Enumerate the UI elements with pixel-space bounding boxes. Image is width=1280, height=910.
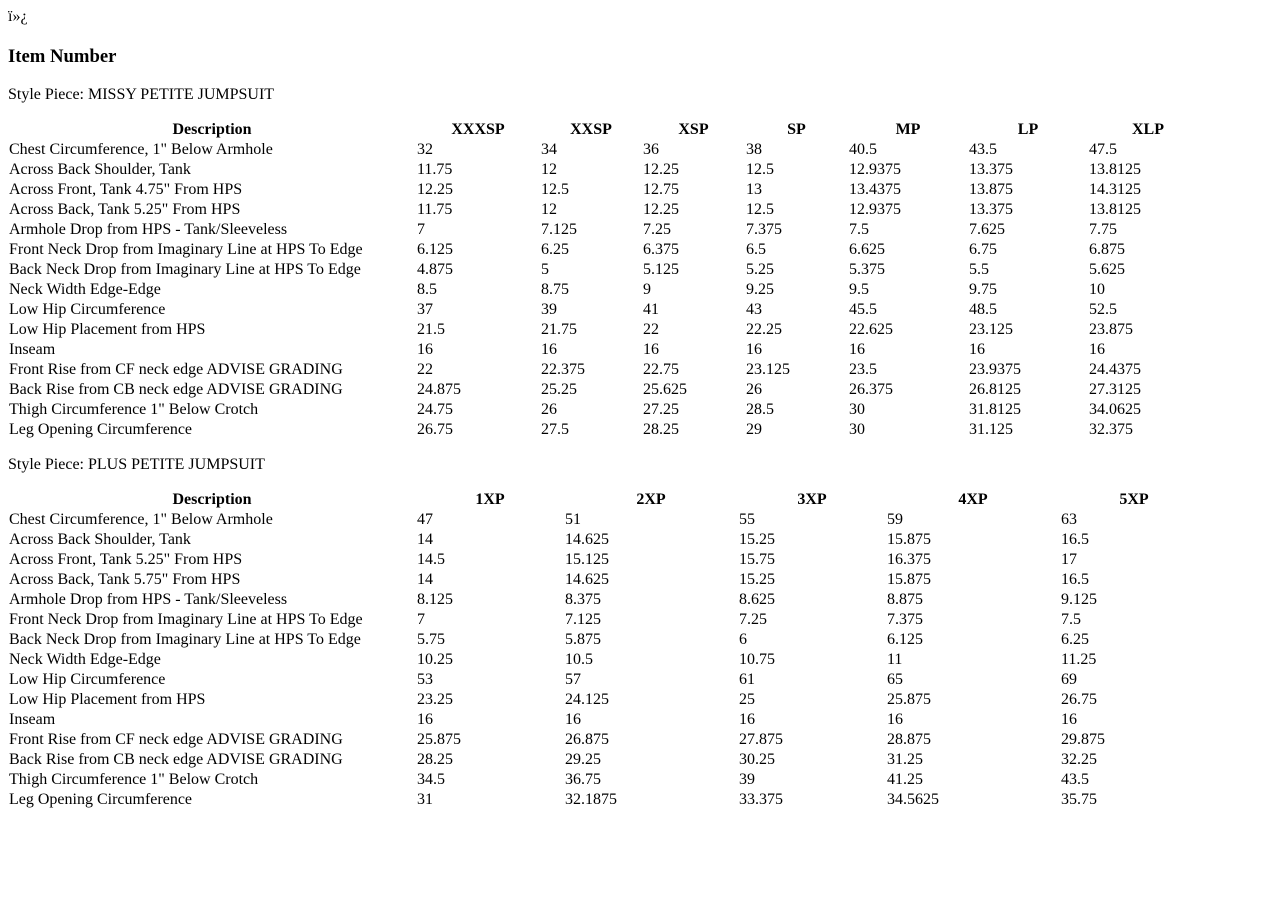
measurement-value: 31	[417, 791, 433, 808]
measurement-value: 14	[417, 531, 433, 548]
measurement-value: 10.75	[739, 651, 775, 668]
measurement-value: 11.25	[1061, 651, 1097, 668]
measurement-description: Neck Width Edge-Edge	[9, 281, 161, 298]
measurement-value: 26.75	[417, 421, 453, 438]
measurement-value: 28.5	[746, 401, 774, 418]
measurement-value: 16.5	[1061, 531, 1089, 548]
measurement-description: Across Front, Tank 5.25" From HPS	[9, 551, 243, 568]
measurement-description: Across Back Shoulder, Tank	[9, 161, 191, 178]
measurement-value: 24.4375	[1089, 361, 1141, 378]
table-row	[8, 770, 1208, 790]
measurement-value: 5	[541, 261, 549, 278]
measurement-value: 12.25	[643, 161, 679, 178]
measurement-value: 5.375	[849, 261, 885, 278]
measurement-description: Across Back, Tank 5.25" From HPS	[9, 201, 241, 218]
measurement-value: 35.75	[1061, 791, 1097, 808]
measurement-description: Leg Opening Circumference	[9, 421, 193, 438]
measurement-description: Armhole Drop from HPS - Tank/Sleeveless	[9, 221, 288, 238]
measurement-description: Back Neck Drop from Imaginary Line at HPS To Edge	[9, 261, 361, 278]
measurement-value: 11.75	[417, 201, 453, 218]
measurement-value: 5.5	[969, 261, 989, 278]
column-header: 1XP	[475, 491, 505, 508]
measurement-value: 41	[643, 301, 659, 318]
measurement-value: 30.25	[739, 751, 775, 768]
measurement-value: 59	[887, 511, 903, 528]
measurement-value: 8.625	[739, 591, 775, 608]
measurement-value: 14.625	[565, 531, 609, 548]
measurement-value: 16	[417, 711, 433, 728]
style-piece-missy-label: Style Piece: MISSY PETITE JUMPSUIT	[8, 86, 275, 103]
measurement-value: 52.5	[1089, 301, 1117, 318]
measurement-value: 22	[417, 361, 433, 378]
measurement-value: 31.125	[969, 421, 1013, 438]
measurement-value: 22	[643, 321, 659, 338]
measurement-value: 4.875	[417, 261, 453, 278]
measurement-description: Back Rise from CB neck edge ADVISE GRADING	[9, 381, 343, 398]
measurement-value: 13.375	[969, 161, 1013, 178]
measurement-value: 16	[541, 341, 557, 358]
measurement-value: 14	[417, 571, 433, 588]
measurement-value: 26	[746, 381, 762, 398]
measurement-value: 37	[417, 301, 433, 318]
style-piece-plus-label: Style Piece: PLUS PETITE JUMPSUIT	[8, 456, 265, 473]
measurement-value: 15.125	[565, 551, 609, 568]
measurement-value: 6.25	[541, 241, 569, 258]
measurement-value: 5.875	[565, 631, 601, 648]
measurement-value: 15.25	[739, 571, 775, 588]
measurement-value: 33.375	[739, 791, 783, 808]
column-header: 4XP	[958, 491, 988, 508]
measurement-value: 10.5	[565, 651, 593, 668]
table-row	[8, 380, 1208, 400]
measurement-value: 21.5	[417, 321, 445, 338]
encoding-artifact-text: ï»¿	[8, 8, 28, 25]
measurement-value: 16	[849, 341, 865, 358]
table-row	[8, 200, 1208, 220]
measurement-description: Front Rise from CF neck edge ADVISE GRADING	[9, 731, 343, 748]
measurement-description: Front Neck Drop from Imaginary Line at HPS To Edge	[9, 241, 363, 258]
measurement-description: Across Back, Tank 5.75" From HPS	[9, 571, 241, 588]
table-row	[8, 320, 1208, 340]
measurement-description: Front Rise from CF neck edge ADVISE GRADING	[9, 361, 343, 378]
measurement-value: 7	[417, 611, 425, 628]
measurement-value: 32	[417, 141, 433, 158]
measurement-value: 45.5	[849, 301, 877, 318]
measurement-value: 7.375	[887, 611, 923, 628]
measurement-value: 36	[643, 141, 659, 158]
table-row	[8, 240, 1208, 260]
measurement-value: 57	[565, 671, 581, 688]
measurement-value: 7.125	[541, 221, 577, 238]
measurement-value: 14.3125	[1089, 181, 1141, 198]
measurement-value: 7.25	[739, 611, 767, 628]
measurement-value: 21.75	[541, 321, 577, 338]
table-row	[8, 670, 1208, 690]
measurement-value: 15.25	[739, 531, 775, 548]
measurement-description: Chest Circumference, 1" Below Armhole	[9, 141, 273, 158]
table-row	[8, 570, 1208, 590]
measurement-value: 12	[541, 161, 557, 178]
measurement-value: 23.9375	[969, 361, 1021, 378]
measurement-value: 55	[739, 511, 755, 528]
measurement-value: 10.25	[417, 651, 453, 668]
measurement-value: 9.25	[746, 281, 774, 298]
measurement-value: 16	[739, 711, 755, 728]
measurement-value: 43.5	[1061, 771, 1089, 788]
measurement-value: 16.5	[1061, 571, 1089, 588]
measurement-value: 30	[849, 401, 865, 418]
measurement-description: Inseam	[9, 711, 56, 728]
measurement-value: 13.8125	[1089, 161, 1141, 178]
measurement-value: 8.5	[417, 281, 437, 298]
measurement-value: 23.25	[417, 691, 453, 708]
measurement-value: 30	[849, 421, 865, 438]
measurement-description: Back Rise from CB neck edge ADVISE GRADING	[9, 751, 343, 768]
measurement-value: 34.5625	[887, 791, 939, 808]
measurement-value: 7.125	[565, 611, 601, 628]
table-row	[8, 650, 1208, 670]
measurement-value: 27.5	[541, 421, 569, 438]
measurement-description: Low Hip Circumference	[9, 301, 166, 318]
table-row	[8, 530, 1208, 550]
table-row	[8, 280, 1208, 300]
measurement-description: Low Hip Circumference	[9, 671, 166, 688]
table-row	[8, 730, 1208, 750]
measurement-value: 53	[417, 671, 433, 688]
measurement-value: 31.8125	[969, 401, 1021, 418]
measurement-value: 51	[565, 511, 581, 528]
measurement-value: 47	[417, 511, 433, 528]
measurement-value: 27.25	[643, 401, 679, 418]
column-header: Description	[172, 491, 252, 508]
measurement-value: 26.875	[565, 731, 609, 748]
measurement-value: 8.75	[541, 281, 569, 298]
column-header: LP	[1017, 121, 1039, 138]
measurement-value: 13.4375	[849, 181, 901, 198]
measurement-value: 15.875	[887, 571, 931, 588]
header-row	[8, 490, 1208, 510]
column-header: XXXSP	[451, 121, 505, 138]
measurement-value: 16	[887, 711, 903, 728]
measurement-value: 43.5	[969, 141, 997, 158]
measurement-value: 34.0625	[1089, 401, 1141, 418]
measurement-value: 38	[746, 141, 762, 158]
measurement-value: 25.25	[541, 381, 577, 398]
measurement-value: 9.125	[1061, 591, 1097, 608]
column-header: XXSP	[570, 121, 612, 138]
table-row	[8, 710, 1208, 730]
measurement-description: Across Front, Tank 4.75" From HPS	[9, 181, 243, 198]
table-row	[8, 140, 1208, 160]
measurement-value: 12.25	[417, 181, 453, 198]
measurement-value: 23.125	[969, 321, 1013, 338]
measurement-value: 6	[739, 631, 747, 648]
measurement-value: 36.75	[565, 771, 601, 788]
measurement-value: 22.625	[849, 321, 893, 338]
measurement-value: 25.875	[887, 691, 931, 708]
table-row	[8, 550, 1208, 570]
measurement-value: 25.875	[417, 731, 461, 748]
measurement-value: 6.5	[746, 241, 766, 258]
measurement-value: 22.25	[746, 321, 782, 338]
column-header: XSP	[678, 121, 709, 138]
measurement-value: 10	[1089, 281, 1105, 298]
measurement-value: 16	[1089, 341, 1105, 358]
table-row	[8, 510, 1208, 530]
measurement-value: 7.625	[969, 221, 1005, 238]
table-row	[8, 260, 1208, 280]
measurement-value: 23.875	[1089, 321, 1133, 338]
measurement-value: 13.375	[969, 201, 1013, 218]
measurement-value: 32.1875	[565, 791, 617, 808]
table-row	[8, 300, 1208, 320]
measurement-value: 26.8125	[969, 381, 1021, 398]
measurement-value: 15.75	[739, 551, 775, 568]
measurement-value: 13.875	[969, 181, 1013, 198]
measurement-value: 32.375	[1089, 421, 1133, 438]
measurement-value: 14.5	[417, 551, 445, 568]
measurement-value: 13.8125	[1089, 201, 1141, 218]
column-header: MP	[895, 121, 921, 138]
measurement-value: 24.875	[417, 381, 461, 398]
measurement-value: 16	[643, 341, 659, 358]
measurement-value: 12.9375	[849, 161, 901, 178]
measurement-description: Front Neck Drop from Imaginary Line at HPS To Edge	[9, 611, 363, 628]
header-row	[8, 120, 1208, 140]
measurement-value: 16.375	[887, 551, 931, 568]
table-row	[8, 750, 1208, 770]
missy-petite-spec-table	[8, 120, 1208, 440]
measurement-value: 16	[1061, 711, 1077, 728]
column-header: 2XP	[636, 491, 666, 508]
measurement-value: 6.875	[1089, 241, 1125, 258]
measurement-value: 26.75	[1061, 691, 1097, 708]
measurement-value: 29.25	[565, 751, 601, 768]
measurement-value: 22.375	[541, 361, 585, 378]
measurement-value: 29	[746, 421, 762, 438]
measurement-value: 7.5	[1061, 611, 1081, 628]
measurement-value: 39	[739, 771, 755, 788]
measurement-value: 6.125	[417, 241, 453, 258]
measurement-value: 26.375	[849, 381, 893, 398]
measurement-value: 24.125	[565, 691, 609, 708]
measurement-value: 22.75	[643, 361, 679, 378]
measurement-value: 69	[1061, 671, 1077, 688]
measurement-value: 6.375	[643, 241, 679, 258]
table-row	[8, 180, 1208, 200]
measurement-description: Across Back Shoulder, Tank	[9, 531, 191, 548]
measurement-value: 28.875	[887, 731, 931, 748]
column-header: Description	[172, 121, 252, 138]
table-row	[8, 630, 1208, 650]
measurement-value: 14.625	[565, 571, 609, 588]
measurement-value: 16	[565, 711, 581, 728]
measurement-value: 6.125	[887, 631, 923, 648]
measurement-value: 7.375	[746, 221, 782, 238]
measurement-description: Low Hip Placement from HPS	[9, 691, 206, 708]
measurement-value: 24.75	[417, 401, 453, 418]
measurement-value: 13	[746, 181, 762, 198]
measurement-value: 26	[541, 401, 557, 418]
measurement-value: 61	[739, 671, 755, 688]
measurement-value: 65	[887, 671, 903, 688]
measurement-value: 6.625	[849, 241, 885, 258]
plus-petite-spec-table	[8, 490, 1208, 810]
measurement-description: Leg Opening Circumference	[9, 791, 193, 808]
table-row	[8, 160, 1208, 180]
table-row	[8, 400, 1208, 420]
measurement-value: 8.375	[565, 591, 601, 608]
column-header: 5XP	[1119, 491, 1149, 508]
measurement-description: Thigh Circumference 1" Below Crotch	[9, 401, 259, 418]
measurement-value: 9.5	[849, 281, 869, 298]
measurement-value: 28.25	[417, 751, 453, 768]
measurement-value: 8.875	[887, 591, 923, 608]
table-row	[8, 590, 1208, 610]
measurement-value: 9.75	[969, 281, 997, 298]
measurement-value: 48.5	[969, 301, 997, 318]
measurement-value: 27.875	[739, 731, 783, 748]
measurement-value: 12	[541, 201, 557, 218]
measurement-value: 25	[739, 691, 755, 708]
measurement-value: 23.125	[746, 361, 790, 378]
table-row	[8, 420, 1208, 440]
measurement-value: 8.125	[417, 591, 453, 608]
table-row	[8, 220, 1208, 240]
measurement-value: 41.25	[887, 771, 923, 788]
measurement-value: 16	[746, 341, 762, 358]
measurement-value: 7	[417, 221, 425, 238]
measurement-description: Armhole Drop from HPS - Tank/Sleeveless	[9, 591, 288, 608]
measurement-value: 6.25	[1061, 631, 1089, 648]
measurement-value: 6.75	[969, 241, 997, 258]
measurement-description: Chest Circumference, 1" Below Armhole	[9, 511, 273, 528]
measurement-value: 5.25	[746, 261, 774, 278]
measurement-value: 5.75	[417, 631, 445, 648]
measurement-value: 12.9375	[849, 201, 901, 218]
measurement-value: 12.5	[746, 161, 774, 178]
measurement-description: Back Neck Drop from Imaginary Line at HPS To Edge	[9, 631, 361, 648]
measurement-value: 12.75	[643, 181, 679, 198]
measurement-value: 5.625	[1089, 261, 1125, 278]
measurement-value: 29.875	[1061, 731, 1105, 748]
measurement-value: 12.25	[643, 201, 679, 218]
measurement-value: 63	[1061, 511, 1077, 528]
table-row	[8, 360, 1208, 380]
measurement-description: Inseam	[9, 341, 56, 358]
measurement-value: 7.5	[849, 221, 869, 238]
measurement-value: 34.5	[417, 771, 445, 788]
measurement-value: 7.25	[643, 221, 671, 238]
table-row	[8, 690, 1208, 710]
measurement-value: 43	[746, 301, 762, 318]
measurement-value: 17	[1061, 551, 1077, 568]
table-row	[8, 790, 1208, 810]
measurement-value: 28.25	[643, 421, 679, 438]
measurement-value: 32.25	[1061, 751, 1097, 768]
measurement-value: 39	[541, 301, 557, 318]
page-title: Item Number	[8, 46, 117, 67]
measurement-value: 40.5	[849, 141, 877, 158]
measurement-value: 9	[643, 281, 651, 298]
measurement-description: Low Hip Placement from HPS	[9, 321, 206, 338]
column-header: SP	[787, 121, 806, 138]
measurement-value: 12.5	[746, 201, 774, 218]
column-header: XLP	[1132, 121, 1164, 138]
measurement-value: 16	[417, 341, 433, 358]
measurement-value: 11.75	[417, 161, 453, 178]
table-row	[8, 610, 1208, 630]
measurement-description: Neck Width Edge-Edge	[9, 651, 161, 668]
measurement-value: 11	[887, 651, 903, 668]
measurement-value: 23.5	[849, 361, 877, 378]
measurement-value: 16	[969, 341, 985, 358]
measurement-value: 12.5	[541, 181, 569, 198]
measurement-value: 34	[541, 141, 557, 158]
measurement-value: 7.75	[1089, 221, 1117, 238]
measurement-description: Thigh Circumference 1" Below Crotch	[9, 771, 259, 788]
measurement-value: 31.25	[887, 751, 923, 768]
measurement-value: 5.125	[643, 261, 679, 278]
column-header: 3XP	[797, 491, 827, 508]
measurement-value: 15.875	[887, 531, 931, 548]
table-row	[8, 340, 1208, 360]
measurement-value: 27.3125	[1089, 381, 1141, 398]
measurement-value: 25.625	[643, 381, 687, 398]
measurement-value: 47.5	[1089, 141, 1117, 158]
